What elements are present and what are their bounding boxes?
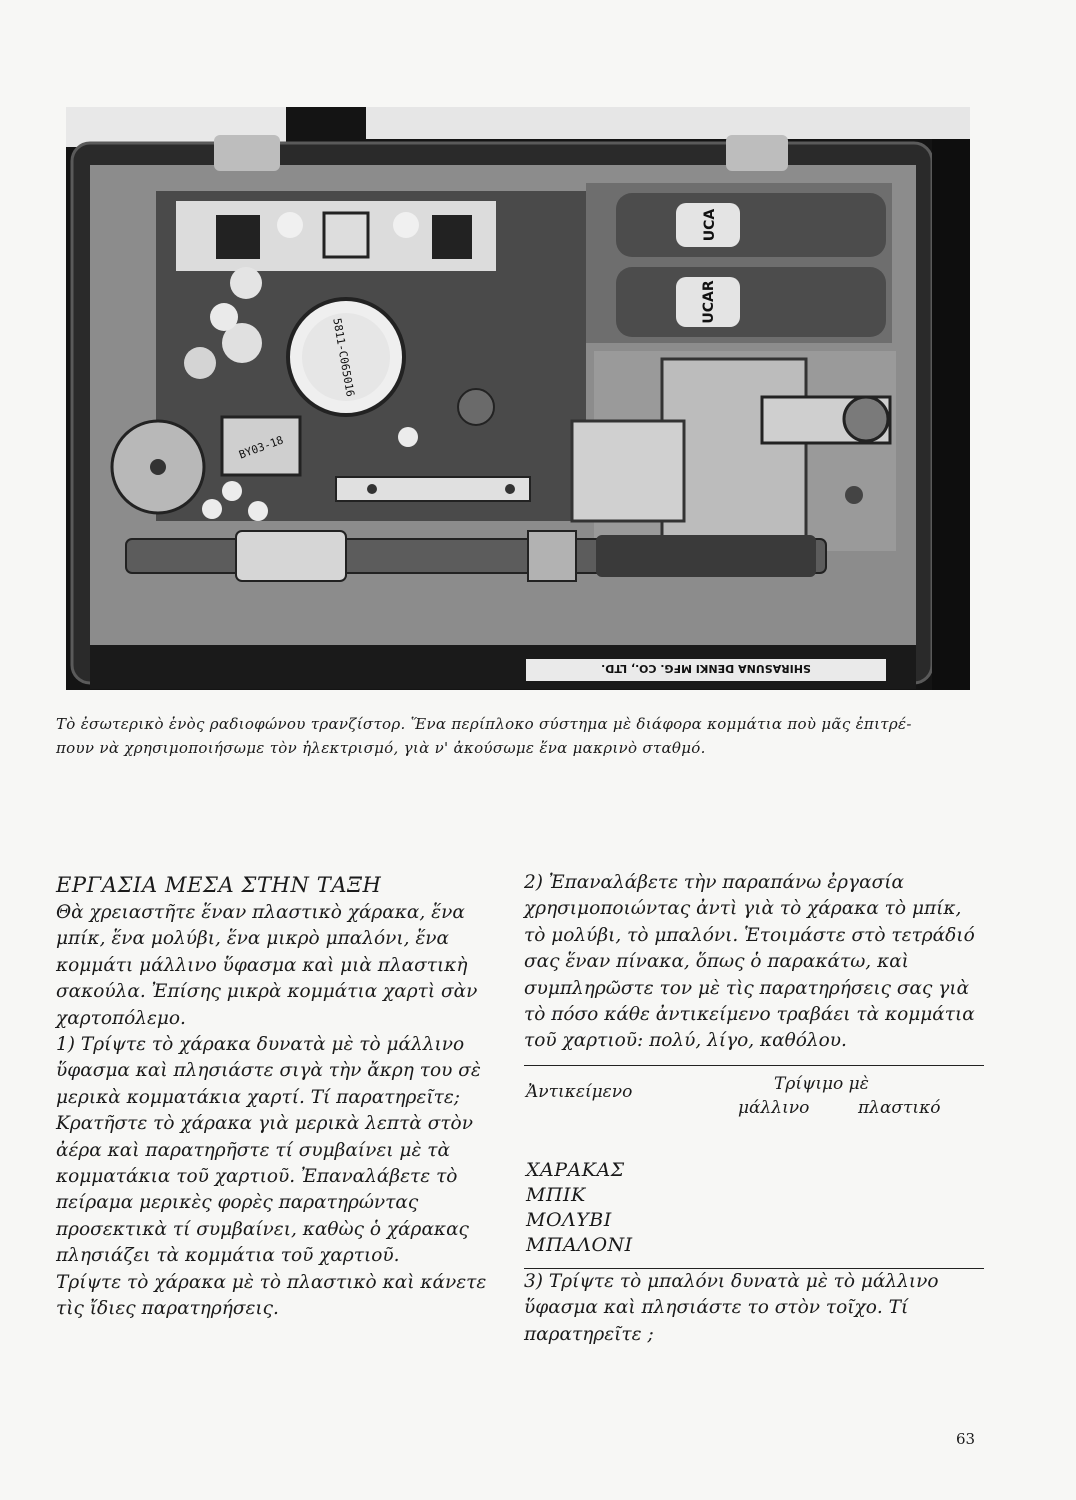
table-row: ΜΟΛΥΒΙ bbox=[526, 1208, 612, 1231]
photo-caption bbox=[56, 712, 986, 760]
observation-table bbox=[524, 1065, 984, 1269]
table-header bbox=[524, 1066, 984, 1126]
header-object: Ἀντικείμενο bbox=[526, 1081, 633, 1102]
left-column bbox=[56, 870, 496, 1323]
right-column bbox=[524, 870, 984, 1348]
speaker-label: 5811-C065016 bbox=[330, 317, 357, 398]
battery-bottom-label: UCAR bbox=[701, 280, 717, 324]
header-plastic: πλαστικό bbox=[858, 1097, 941, 1118]
header-wool: μάλλινο bbox=[738, 1097, 810, 1118]
intro-paragraph: Θὰ χρειαστῆτε ἕναν πλαστικὸ χάρακα, ἕνα μπίκ, ἕνα μολύβι, ἕνα μικρὸ μπαλόνι, ἕνα κομμάτι μάλλινο ὕφασμα καὶ μιὰ πλαστικὴ σακούλα. Ἐπίσης μικρὰ κομμάτια χαρτὶ σὰν χαρτοπόλεμο. bbox=[56, 902, 478, 1029]
step-1b-paragraph: Τρίψτε τὸ χάρακα μὲ τὸ πλαστικὸ καὶ κάνετε τὶς ἴδιες παρατηρήσεις. bbox=[56, 1271, 487, 1320]
table-row: ΧΑΡΑΚΑΣ bbox=[526, 1158, 625, 1181]
page-number: 63 bbox=[956, 1430, 976, 1448]
battery-top-label: UCA bbox=[702, 208, 718, 242]
table-row: ΜΠΑΛΟΝΙ bbox=[526, 1233, 633, 1256]
maker-strip-label: SHIRASUNA DENKI MFG. CO., LTD. bbox=[601, 662, 811, 675]
transformer-label: BY03-18 bbox=[237, 433, 286, 462]
table-body bbox=[524, 1126, 984, 1268]
step-1-paragraph: 1) Τρίψτε τὸ χάρακα δυνατὰ μὲ τὸ μάλλινο ὕφασμα καὶ πλησιάστε σιγὰ τὴν ἄκρη του σὲ μερικὰ κομματάκια χαρτί. Τί παρατηρεῖτε; Κρατῆστε τὸ χάρακα γιὰ μερικὰ λεπτὰ στὸν ἀέρα καὶ παρατηρῆστε τί συμβαίνει μὲ τὰ κομματάκια τοῦ χαρτιοῦ. Ἐπαναλάβετε τὸ πείραμα μερικὲς φορὲς παρατηρώντας προσεκτικὰ τί συμβαίνει, καθὼς ὁ χάρακας πλησιάζει τὰ κομμάτια τοῦ χαρτιοῦ. bbox=[56, 1034, 481, 1267]
step-3-paragraph: 3) Τρίψτε τὸ μπαλόνι δυνατὰ μὲ τὸ μάλλινο ὕφασμα καὶ πλησιάστε το στὸν τοῖχο. Τί παρατηρεῖτε ; bbox=[524, 1270, 939, 1345]
radio-interior-illustration bbox=[66, 107, 970, 690]
step-2-paragraph: 2) Ἐπαναλάβετε τὴν παραπάνω ἐργασία χρησιμοποιώντας ἀντὶ γιὰ τὸ χάρακα τὸ μπίκ, τὸ μολύβι, τὸ μπαλόνι. Ἑτοιμάστε στὸ τετράδιό σας ἕναν πίνακα, ὅπως ὁ παρακάτω, καὶ συμπληρῶστε τον μὲ τὶς παρατηρήσεις σας γιὰ τὸ πόσο κάθε ἀντικείμενο τραβάει τὰ κομμάτια τοῦ χαρτιοῦ: πολύ, λίγο, καθόλου. bbox=[524, 872, 975, 1052]
section-heading: ΕΡΓΑΣΙΑ ΜΕΣΑ ΣΤΗΝ ΤΑΞΗ bbox=[56, 873, 382, 897]
table-row: ΜΠΙΚ bbox=[526, 1183, 586, 1206]
header-rub: Τρίψιμο μὲ bbox=[774, 1073, 869, 1094]
transistor-radio-photo bbox=[66, 107, 970, 690]
caption-line-2: πουν νὰ χρησιμοποιήσωμε τὸν ἠλεκτρισμό, γιὰ ν' ἀκούσωμε ἕνα μακρινὸ σταθμό. bbox=[56, 739, 706, 757]
caption-line-1: Τὸ ἐσωτερικὸ ἑνὸς ραδιοφώνου τρανζίστορ. Ἕνα περίπλοκο σύστημα μὲ διάφορα κομμάτια ποὺ μᾶς ἐπιτρέ- bbox=[56, 715, 912, 733]
